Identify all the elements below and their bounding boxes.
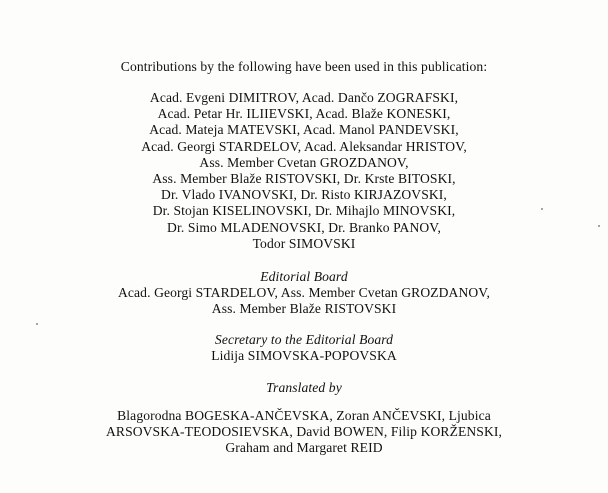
print-speck (541, 208, 543, 210)
contributor-line: Acad. Georgi STARDELOV, Acad. Aleksandar HRISTOV, (141, 138, 467, 154)
contributor-line: Acad. Evgeni DIMITROV, Acad. Dančo ZOGRAFSKI, (149, 90, 459, 105)
translator-line: Graham and Margaret REID (225, 440, 383, 456)
secretary-heading: Secretary to the Editorial Board (214, 332, 394, 347)
translated-by-section (0, 380, 608, 396)
editorial-board-section (0, 269, 608, 318)
contributor-line: Todor SIMOVSKI (252, 235, 356, 251)
contributor-line: Acad. Petar Hr. ILIIEVSKI, Acad. Blaže KONESKI, (157, 106, 451, 122)
contributor-line: Dr. Stojan KISELINOVSKI, Dr. Mihajlo MINOVSKI, (152, 203, 456, 219)
contributor-line: Ass. Member Cvetan GROZDANOV, (199, 154, 409, 170)
contributor-line: Dr. Vlado IVANOVSKI, Dr. Risto KIRJAZOVSKI, (161, 187, 447, 203)
contributor-line: Ass. Member Blaže RISTOVSKI, Dr. Krste BITOSKI, (152, 171, 456, 187)
translators-list (0, 408, 608, 457)
print-speck (598, 225, 600, 227)
editorial-board-line: Ass. Member Blaže RISTOVSKI (211, 301, 397, 317)
editorial-board-heading: Editorial Board (260, 269, 348, 284)
contributor-line: Acad. Mateja MATEVSKI, Acad. Manol PANDEVSKI, (149, 122, 459, 138)
secretary-section (0, 332, 608, 364)
contributor-line: Dr. Simo MLADENOVSKI, Dr. Branko PANOV, (167, 219, 441, 235)
editorial-board-line: Acad. Georgi STARDELOV, Ass. Member Cvetan GROZDANOV, (118, 285, 490, 301)
secretary-name: Lidija SIMOVSKA-POPOVSKA (211, 348, 397, 364)
print-speck (36, 323, 38, 325)
contributors-list (0, 90, 608, 252)
translator-line: ARSOVSKA-TEODOSIEVSKA, David BOWEN, Filip KORŽENSKI, (105, 424, 503, 440)
translator-line: Blagorodna BOGESKA-ANČEVSKA, Zoran ANČEVSKI, Ljubica (117, 408, 491, 423)
translated-by-heading: Translated by (266, 380, 342, 395)
intro-text: Contributions by the following have been used in this publication: (120, 59, 488, 74)
